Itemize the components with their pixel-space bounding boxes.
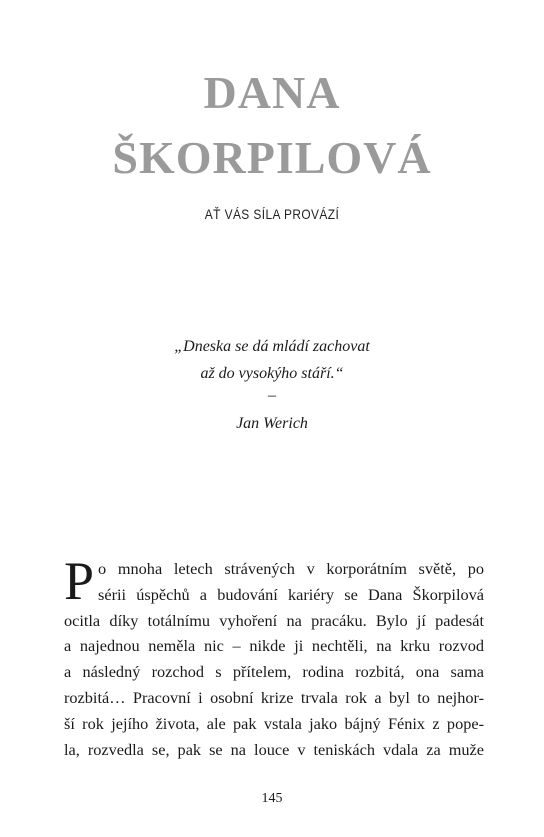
body-line: a následný rozchod s přítelem, rodina rozbitá, ona sama [64,662,484,682]
body-line: o mnoha letech strávených v korporátním světě, po [98,559,484,578]
drop-cap: P [64,551,95,611]
author-name-first: DANA [203,67,341,118]
page-number: 145 [261,791,283,806]
body-line: sérii úspěchů a budování kariéry se Dana Škorpilová [98,584,484,604]
body-line: la, rozvedla se, pak se na louce v teniskách vdala za muže [64,739,484,759]
body-paragraph [64,551,484,762]
body-line: a najednou neměla nic – nikde ji nechtěli, na krku rozvod [64,636,484,656]
epigraph-line-1: „Dneska se dá mládí zachovat [174,338,370,355]
body-line: ší rok jejího života, ale pak vstala jako bájný Fénix z pope- [64,713,484,733]
body-line: rozbitá… Pracovní i osobní krize trvala rok a byl to nejhor- [64,687,484,707]
body-line: ocitla díky totálnímu vyhoření na pracáku. Bylo jí padesát [64,610,484,630]
chapter-subtitle: AŤ VÁS SÍLA PROVÁZÍ [204,206,340,222]
epigraph-attribution: Jan Werich [236,415,308,432]
author-name-last: ŠKORPILOVÁ [112,132,432,183]
epigraph-line-2: až do vysokýho stáří.“ [200,365,344,382]
epigraph [0,333,544,437]
epigraph-dash: – [268,387,276,404]
